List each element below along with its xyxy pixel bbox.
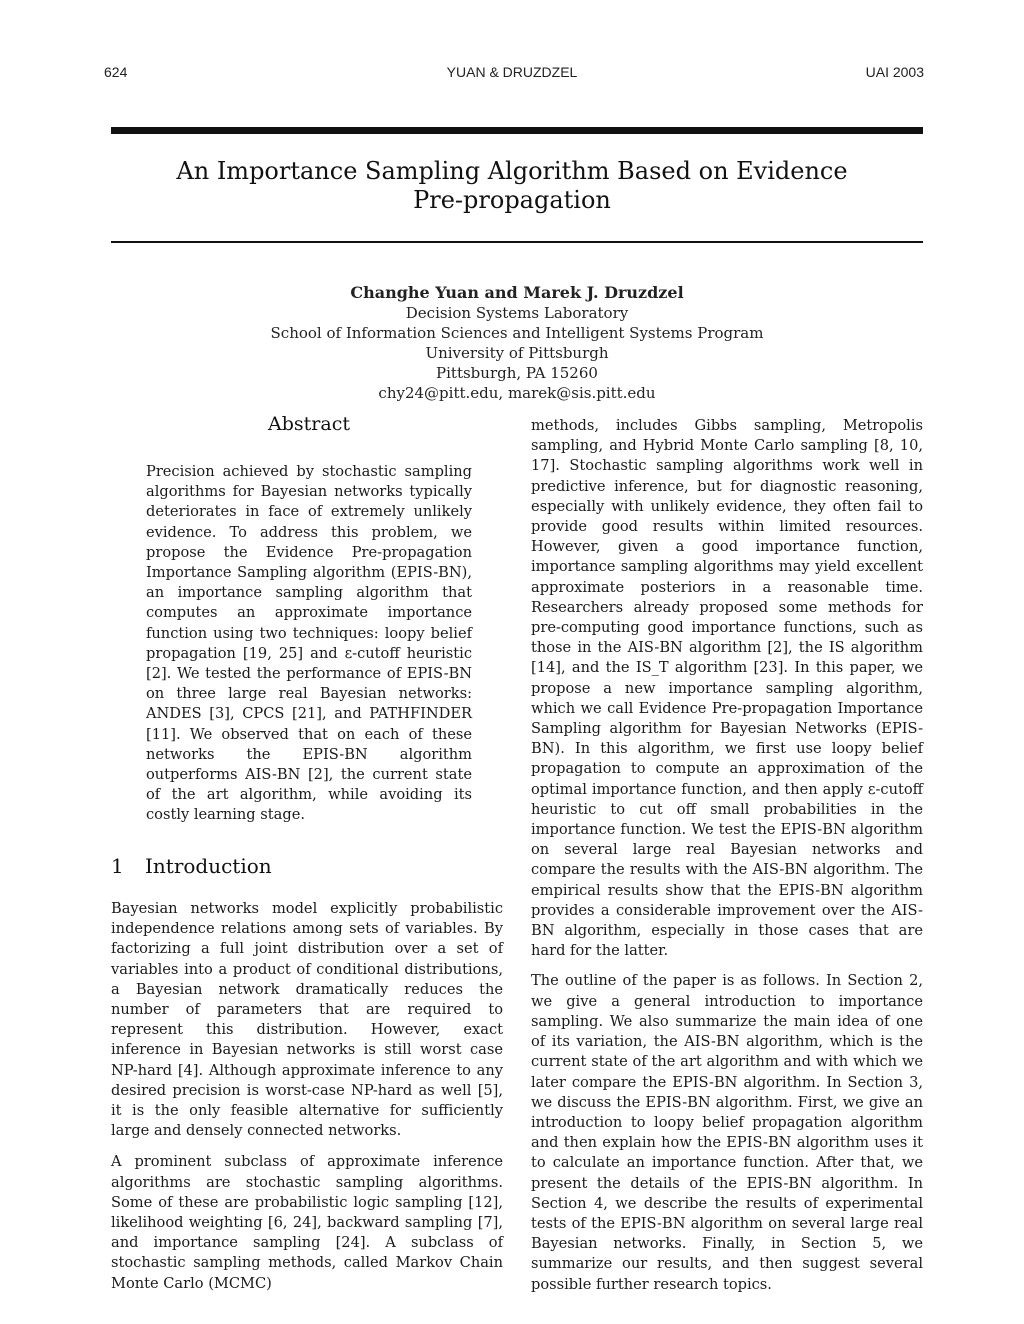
affiliation-lab: Decision Systems Laboratory [405,304,629,322]
section-title: Introduction [145,854,272,878]
page-number: 624 [104,64,128,80]
affiliation-address: Pittsburgh, PA 15260 [436,364,598,382]
abstract-body [146,462,472,826]
title-line-1: An Importance Sampling Algorithm Based on Evidence [176,157,848,185]
title-line-2: Pre-propagation [413,186,611,214]
author-block [0,283,1024,403]
abstract-heading: Abstract [268,413,350,435]
section-heading-introduction [111,854,272,878]
left-column-body [111,899,503,1294]
affiliation-university: University of Pittsburgh [425,344,609,362]
author-names: Changhe Yuan and Marek J. Druzdzel [350,283,684,302]
title-top-rule [111,127,923,134]
right-column-body [531,416,923,1295]
intro-paragraph-1: Bayesian networks model explicitly probabilistic independence relations among sets of variables. By factorizing a full joint distribution over a set of variables into a product of conditional distributions, a Bayesian network dramatically reduces the number of parameters that are required to represent this distribution. However, exact inference in Bayesian networks is still worst case NP-hard [4]. Although approximate inference to any desired precision is worst-case NP-hard as well [5], it is the only feasible alternative for sufficiently large and densely connected networks. [111,900,503,1140]
affiliation-school: School of Information Sciences and Intelligent Systems Program [270,324,764,342]
intro-paragraph-3: methods, includes Gibbs sampling, Metropolis sampling, and Hybrid Monte Carlo sampling [8, 10, 17]. Stochastic sampling algorithms work well in predictive inference, but for diagnostic reasoning, especially with unlikely evidence, they often fail to provide good results within limited resources. However, given a good importance function, importance sampling algorithms may yield excellent approximate posteriors in a reasonable time. Researchers already proposed some methods for pre-computing good importance functions, such as those in the AIS-BN algorithm [2], the IS algorithm [14], and the IS_T algorithm [23]. In this paper, we propose a new importance sampling algorithm, which we call Evidence Pre-propagation Importance Sampling algorithm for Bayesian Networks (EPIS-BN). In this algorithm, we first use loopy belief propagation to compute an approximation of the optimal importance function, and then apply ε-cutoff heuristic to cut off small probabilities in the importance function. We test the EPIS-BN algorithm on several large real Bayesian networks and compare the results with the AIS-BN algorithm. The empirical results show that the EPIS-BN algorithm provides a considerable improvement over the AIS-BN algorithm, especially in those cases that are hard for the latter. [531,417,923,960]
running-title: YUAN & DRUZDZEL [446,64,578,80]
venue-label: UAI 2003 [865,64,924,80]
title-bottom-rule [111,241,923,243]
paper-title [0,157,1024,215]
section-number: 1 [111,854,124,878]
abstract-text: Precision achieved by stochastic sampling algorithms for Bayesian networks typically deteriorates in face of extremely unlikely evidence. To address this problem, we propose the Evidence Pre-propagation Importance Sampling algorithm (EPIS-BN), an importance sampling algorithm that computes an approximate importance function using two techniques: loopy belief propagation [19, 25] and ε-cutoff heuristic [2]. We tested the performance of EPIS-BN on three large real Bayesian networks: ANDES [3], CPCS [21], and PATHFINDER [11]. We observed that on each of these networks the EPIS-BN algorithm outperforms AIS-BN [2], the current state of the art algorithm, while avoiding its costly learning stage. [146,463,472,824]
intro-paragraph-4: The outline of the paper is as follows. In Section 2, we give a general introduction to importance sampling. We also summarize the main idea of one of its variation, the AIS-BN algorithm, which is the current state of the art algorithm and with which we later compare the EPIS-BN algorithm. In Section 3, we discuss the EPIS-BN algorithm. First, we give an introduction to loopy belief propagation algorithm and then explain how the EPIS-BN algorithm uses it to calculate an importance function. After that, we present the details of the EPIS-BN algorithm. In Section 4, we describe the results of experimental tests of the EPIS-BN algorithm on several large real Bayesian networks. Finally, in Section 5, we summarize our results, and then suggest several possible further research topics. [531,972,923,1293]
author-emails: chy24@pitt.edu, marek@sis.pitt.edu [378,384,656,402]
intro-paragraph-2: A prominent subclass of approximate inference algorithms are stochastic sampling algorithms. Some of these are probabilistic logic sampling [12], likelihood weighting [6, 24], backward sampling [7], and importance sampling [24]. A subclass of stochastic sampling methods, called Markov Chain Monte Carlo (MCMC) [111,1153,503,1292]
